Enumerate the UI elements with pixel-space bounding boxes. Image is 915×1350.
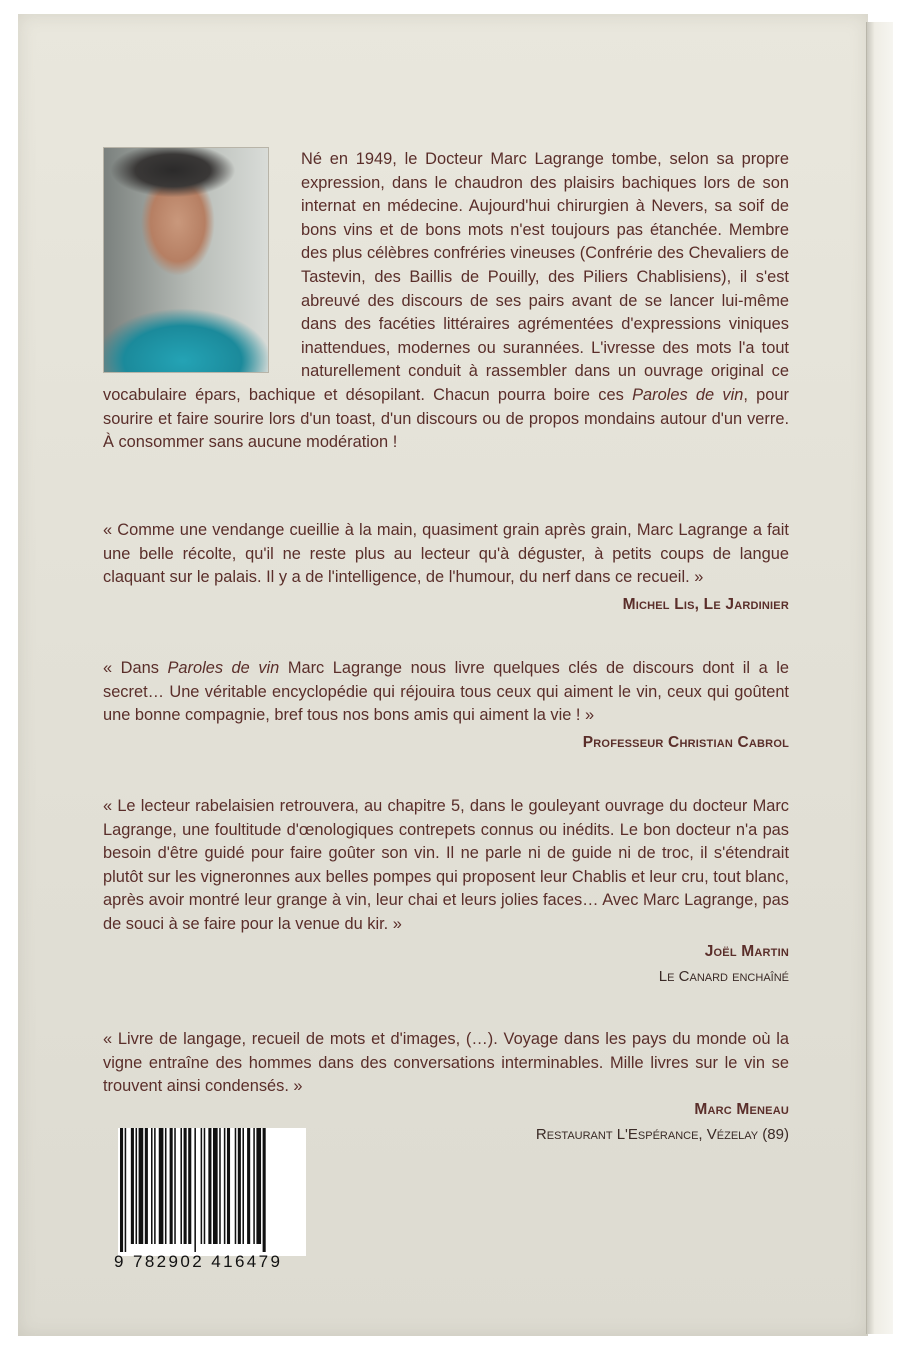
barcode-bar <box>159 1128 164 1244</box>
barcode-bar <box>184 1128 187 1244</box>
barcode-bar <box>154 1128 156 1244</box>
review-author-1: Michel Lis, Le Jardinier <box>622 596 789 613</box>
barcode-bar <box>139 1128 144 1244</box>
review-author-4: Marc Meneau <box>694 1101 789 1118</box>
review-author-3: Joël Martin <box>704 943 789 960</box>
author-biography <box>103 148 789 455</box>
isbn-number: 9 782902 416479 <box>114 1252 283 1271</box>
review-quote-1: « Comme une vendange cueillie à la main, quasiment grain après grain, Marc Lagrange a fait une belle récolte, qu'il ne reste plus au lecteur qu'à déguster, à petits coups de langue claquant sur le palais. Il y a de l'intelligence, de l'humour, du nerf dans ce recueil. » <box>103 521 789 587</box>
barcode-bar <box>201 1128 203 1244</box>
barcode-bar <box>188 1128 191 1244</box>
barcode-bar <box>145 1128 148 1244</box>
barcode-bars <box>118 1128 306 1252</box>
isbn-barcode <box>118 1128 306 1256</box>
barcode-bar <box>180 1128 182 1244</box>
review-affiliation-3: Le Canard enchaîné <box>658 968 789 985</box>
barcode-bar <box>174 1128 176 1244</box>
review-quote-4: « Livre de langage, recueil de mots et d'images, (…). Voyage dans les pays du monde où la vigne entraîne des hommes dans des conversations interminables. Mille livres sur le vin se trouvent ainsi condensés. » <box>103 1030 789 1096</box>
barcode-bar <box>204 1128 206 1244</box>
barcode-bar <box>165 1128 167 1244</box>
barcode-bar <box>194 1128 196 1252</box>
review-quote-3: « Le lecteur rabelaisien retrouvera, au chapitre 5, dans le gouleyant ouvrage du docteur Marc Lagrange, une foultitude d'œnologiques contrepets connus ou inédits. Le bon docteur n'a pas besoin d'être guidé pour faire goûter son vin. Il ne parle ni de guide ni de troc, il s'étendrait plutôt sur les vigneronnes aux belles pompes qui proposent leur Chablis et leur cru, tout blanc, après avoir montré leur grange à vin, leur chai et leurs jolies faces… Avec Marc Lagrange, pas de souci à se faire pour la venue du kir. » <box>103 797 789 933</box>
barcode-bar <box>125 1128 127 1252</box>
barcode-bar <box>224 1128 226 1244</box>
barcode-bar <box>208 1128 211 1244</box>
barcode-bar <box>131 1128 134 1244</box>
bio-text: Né en 1949, le Docteur Marc Lagrange tombe, selon sa propre expression, dans le chaudron des plaisirs bachiques lors de son internat en médecine. Aujourd'hui chirurgien à Nevers, sa soif de bons vins et de bons mots n'est toujours pas étanchée. Membre des plus célèbres confréries vineuses (Confrérie des Chevaliers de Tastevin, des Baillis de Pouilly, des Piliers Chablisiens), il s'est abreuvé des discours de ses pairs avant de se lancer lui-même dans des facéties littéraires agrémentées d'expressions viniques inattendues, modernes ou surannées. L'ivresse des mots l'a tout naturellement conduit à rassembler dans un ouvrage original ce vocabulaire épars, bachique et désopilant. Chacun pourra boire ces <box>103 150 789 404</box>
quote-2-start: « Dans <box>103 659 168 677</box>
barcode-bar <box>170 1128 173 1244</box>
barcode-bar <box>238 1128 241 1244</box>
barcode-bar <box>213 1128 218 1244</box>
bio-book-title: Paroles de vin <box>632 385 744 404</box>
barcode-bar <box>120 1128 123 1252</box>
barcode-bar <box>219 1128 221 1244</box>
barcode-bar <box>242 1128 244 1244</box>
barcode-bar <box>151 1128 153 1244</box>
barcode-bar <box>263 1128 266 1252</box>
review-quote-2 <box>103 657 789 728</box>
barcode-bar <box>247 1128 250 1244</box>
barcode-bar <box>136 1128 138 1244</box>
quote-2-end: Marc Lagrange nous livre quelques clés de discours dont il a le secret… Une véritable encyclopédie qui réjouira tous ceux qui aiment le vin, ceux qui goûtent une bonne compagnie, bref tous nos bons amis qui aiment la vie ! » <box>103 659 789 725</box>
review-author-2: Professeur Christian Cabrol <box>582 734 789 751</box>
book-spine-edge <box>866 22 893 1334</box>
quote-2-book-title: Paroles de vin <box>167 659 280 677</box>
bio-text-end: , pour sourire et faire sourire lors d'un toast, d'un discours ou de propos mondains autour d'un verre. À consommer sans aucune modération ! <box>103 385 789 452</box>
barcode-bar <box>235 1128 237 1244</box>
barcode-bar <box>253 1128 255 1244</box>
barcode-bar <box>256 1128 261 1244</box>
photo-spacer <box>103 148 301 373</box>
barcode-bar <box>227 1128 230 1244</box>
review-affiliation-4: Restaurant L'Espérance, Vézelay (89) <box>535 1126 789 1143</box>
